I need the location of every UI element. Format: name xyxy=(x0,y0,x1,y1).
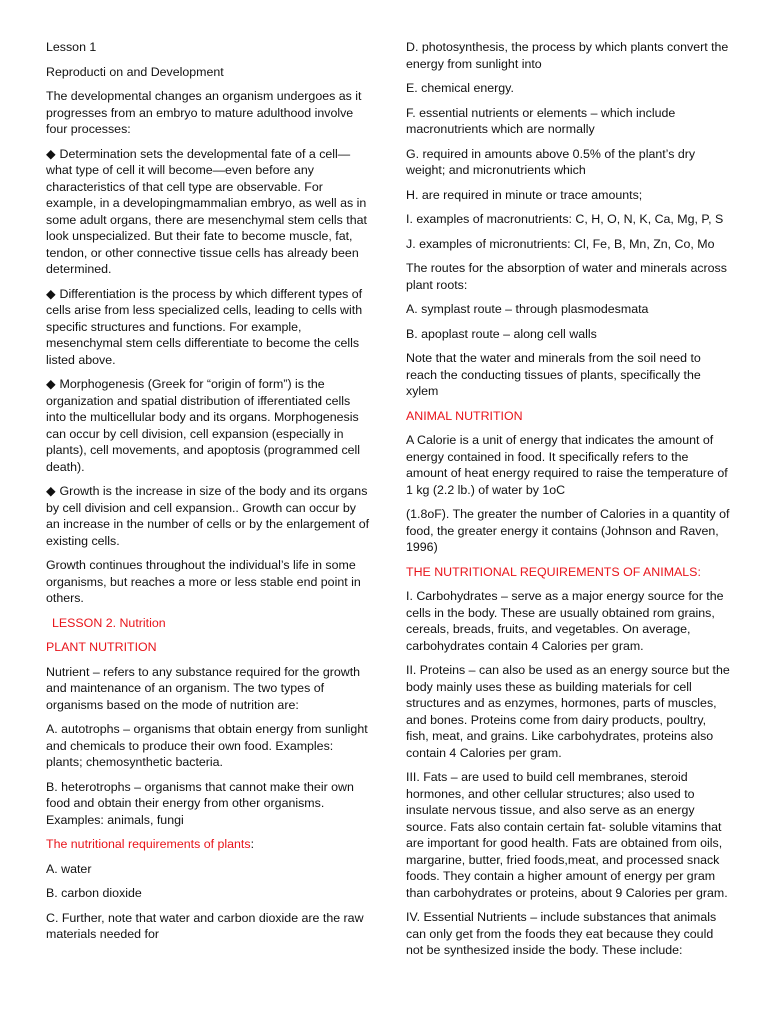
growth-continues-paragraph: Growth continues throughout the individual’s life in some organisms, but reaches a more or less stable end point in others. xyxy=(46,558,361,605)
bullet-diamond-icon: ◆ xyxy=(46,484,56,498)
micronutrient-examples: J. examples of micronutrients: Cl, Fe, B, Mn, Zn, Co, Mo xyxy=(406,236,715,251)
determination-paragraph xyxy=(46,146,370,278)
photosynthesis-item: D. photosynthesis, the process by which plants convert the energy from sunlight into xyxy=(406,40,729,71)
absorption-routes: The routes for the absorption of water and minerals across plant roots: xyxy=(406,261,727,292)
right-column xyxy=(406,39,730,967)
animal-requirements-heading: THE NUTRITIONAL REQUIREMENTS OF ANIMALS: xyxy=(406,564,701,579)
lesson-2-heading: LESSON 2. Nutrition xyxy=(52,615,166,630)
plant-nutrition-heading: PLANT NUTRITION xyxy=(46,640,157,654)
essential-nutrients-item: F. essential nutrients or elements – which include macronutrients which are normally xyxy=(406,105,676,136)
lesson-1-label: Lesson 1 xyxy=(46,40,97,54)
essential-nutrients-animals-item: IV. Essential Nutrients – include substances that animals can only get from the foods they eat because they could not be synthesized inside the body. These include: xyxy=(406,910,717,957)
carbon-dioxide-item: B. carbon dioxide xyxy=(46,886,142,900)
trace-amounts-item: H. are required in minute or trace amounts; xyxy=(406,187,643,202)
carbohydrates-item: I. Carbohydrates – serve as a major energy source for the cells in the body. These are usually obtained rom grains, cereals, breads, fruits, and vegetables. On average, carbohydrates contain 4 Calories per gram. xyxy=(406,589,724,653)
left-column xyxy=(46,39,370,951)
autotrophs-item: A. autotrophs – organisms that obtain energy from sunlight and chemicals to produce their own food. Examples: plants; chemosynthetic bacteria. xyxy=(46,722,368,769)
calorie-definition: A Calorie is a unit of energy that indicates the amount of energy contained in food. It specifically refers to the amount of heat energy required to raise the temperature of 1 kg (2.2 lb.) of water by 1oC xyxy=(406,433,728,497)
raw-materials-item: C. Further, note that water and carbon dioxide are the raw materials needed for xyxy=(46,910,364,941)
determination-text: Determination sets the developmental fate of a cell—what type of cell it will become—even before any characteristics of that cell type are observable. For example, in a developingmammalian embryo, as well as in some adult organs, there are mesenchymal stem cells that look unspecialized. But their fate to become muscle, fat, tendon, or other connective tissue cells has already been determined. xyxy=(46,146,367,276)
calorie-continued: (1.8oF). The greater the number of Calories in a quantity of food, the greater energy it contains (Johnson and Raven, 1996) xyxy=(406,507,730,554)
apoplast-route: B. apoplast route – along cell walls xyxy=(406,326,597,341)
growth-text: Growth is the increase in size of the body and its organs by cell division and cell expansion.. Growth can occur by an increase in the number of cells or by the enlargement of existing cells. xyxy=(46,484,370,548)
intro-paragraph: The developmental changes an organism undergoes as it progresses from an embryo to mature adulthood involve four processes: xyxy=(46,89,362,136)
bullet-diamond-icon: ◆ xyxy=(46,377,56,391)
heterotrophs-item: B. heterotrophs – organisms that cannot make their own food and obtain their energy from other organisms. Examples: animals, fungi xyxy=(46,779,354,827)
xylem-note: Note that the water and minerals from the soil need to reach the conducting tissues of plants, specifically the xylem xyxy=(406,351,701,398)
animal-nutrition-heading: ANIMAL NUTRITION xyxy=(406,408,523,423)
chemical-energy-item: E. chemical energy. xyxy=(406,81,514,95)
differentiation-text: Differentiation is the process by which different types of cells arise from less specialized cells, leading to cells with specific structures and functions. For example, mesenchymal stem cells differentiate to become the cells listed above. xyxy=(46,286,363,367)
macronutrient-examples: I. examples of macronutrients: C, H, O, N, K, Ca, Mg, P, S xyxy=(406,212,724,226)
plant-requirements-heading-text: The nutritional requirements of plants xyxy=(46,837,251,851)
nutrient-definition: Nutrient – refers to any substance required for the growth and maintenance of an organism. The two types of organisms based on the mode of nutrition are: xyxy=(46,664,361,712)
plant-requirements-heading xyxy=(46,836,370,853)
bullet-diamond-icon: ◆ xyxy=(46,146,56,161)
bullet-diamond-icon: ◆ xyxy=(46,286,56,301)
differentiation-paragraph xyxy=(46,286,370,369)
growth-paragraph xyxy=(46,483,370,549)
proteins-item: II. Proteins – can also be used as an energy source but the body mainly uses these as building materials for cell structures and as enzymes, hormones, parts of muscles, and bones. Proteins come from dairy products, poultry, fish, meat, and grains. Like carbohydrates, proteins also contain 4 Calories per gram. xyxy=(406,663,730,760)
morphogenesis-text: Morphogenesis (Greek for “origin of form”) is the organization and spatial distribution of ifferentiated cells into the multicellular body and its organs. Morphogenesis can occur by cell division, cell expansion (especially in plants), cell movements, and apoptosis (programmed cell death). xyxy=(46,377,361,474)
symplast-route: A. symplast route – through plasmodesmata xyxy=(406,302,649,316)
lesson-1-title: Reproducti on and Development xyxy=(46,64,224,79)
plant-requirements-colon: : xyxy=(250,837,255,851)
fats-item: III. Fats – are used to build cell membranes, steroid hormones, and other cellular structures; also used to insulate nervous tissue, and also serve as an energy source. Fats also contain certain fat- soluble vitamins that are important for good health. Fats are obtained from oils, margarine, butter, fried foods,meat, and processed snack foods. They contain a higher amount of energy per gram than carbohydrates or proteins, about 9 Calories per gram. xyxy=(406,770,728,900)
water-item: A. water xyxy=(46,861,92,876)
morphogenesis-paragraph xyxy=(46,376,370,475)
required-amounts-item: G. required in amounts above 0.5% of the plant’s dry weight; and micronutrients which xyxy=(406,146,696,177)
